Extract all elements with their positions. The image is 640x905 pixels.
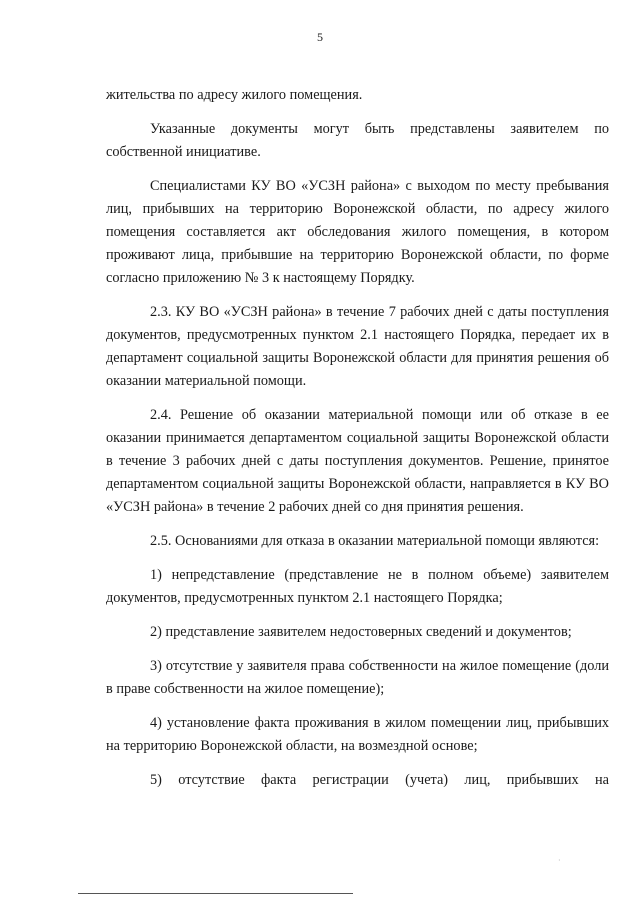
page-number: 5 [317, 30, 323, 44]
list-item-5: 5) отсутствие факта регистрации (учета) лиц, прибывших на [150, 772, 609, 788]
footer-rule [78, 893, 353, 894]
scan-speck: · [558, 856, 561, 865]
list-item-4: 4) установление факта проживания в жилом помещении лиц, прибывших на территорию Воронежской области, на возмездной основе; [106, 715, 609, 754]
list-item-2: 2) представление заявителем недостоверных сведений и документов; [150, 624, 572, 640]
paragraph-inspection-act: Специалистами КУ ВО «УСЗН района» с выходом по месту пребывания лиц, прибывших на территорию Воронежской области, по адресу жилого помещения составляется акт обследования жилого помещения, в котором проживают лица, прибывшие на территорию Воронежской области, по форме согласно приложению № 3 к настоящему Порядку. [106, 178, 609, 286]
paragraph-2-5: 2.5. Основаниями для отказа в оказании материальной помощи являются: [150, 533, 600, 549]
paragraph-continuation: жительства по адресу жилого помещения. [106, 87, 363, 103]
paragraph-documents-initiative: Указанные документы могут быть представлены заявителем по собственной инициативе. [106, 121, 609, 160]
list-item-1: 1) непредставление (представление не в полном объеме) заявителем документов, предусмотренных пунктом 2.1 настоящего Порядка; [106, 567, 609, 606]
document-body [106, 84, 609, 803]
paragraph-2-3: 2.3. КУ ВО «УСЗН района» в течение 7 рабочих дней с даты поступления документов, предусмотренных пунктом 2.1 настоящего Порядка, передает их в департамент социальной защиты Воронежской области для принятия решения об оказании материальной помощи. [106, 304, 609, 389]
paragraph-2-4: 2.4. Решение об оказании материальной помощи или об отказе в ее оказании принимается департаментом социальной защиты Воронежской области в течение 3 рабочих дней с даты поступления документов. Решение, принятое департаментом социальной защиты Воронежской области, направляется в КУ ВО «УСЗН района» в течение 2 рабочих дней со дня принятия решения. [106, 407, 609, 515]
list-item-3: 3) отсутствие у заявителя права собственности на жилое помещение (доли в праве собственности на жилое помещение); [106, 658, 609, 697]
